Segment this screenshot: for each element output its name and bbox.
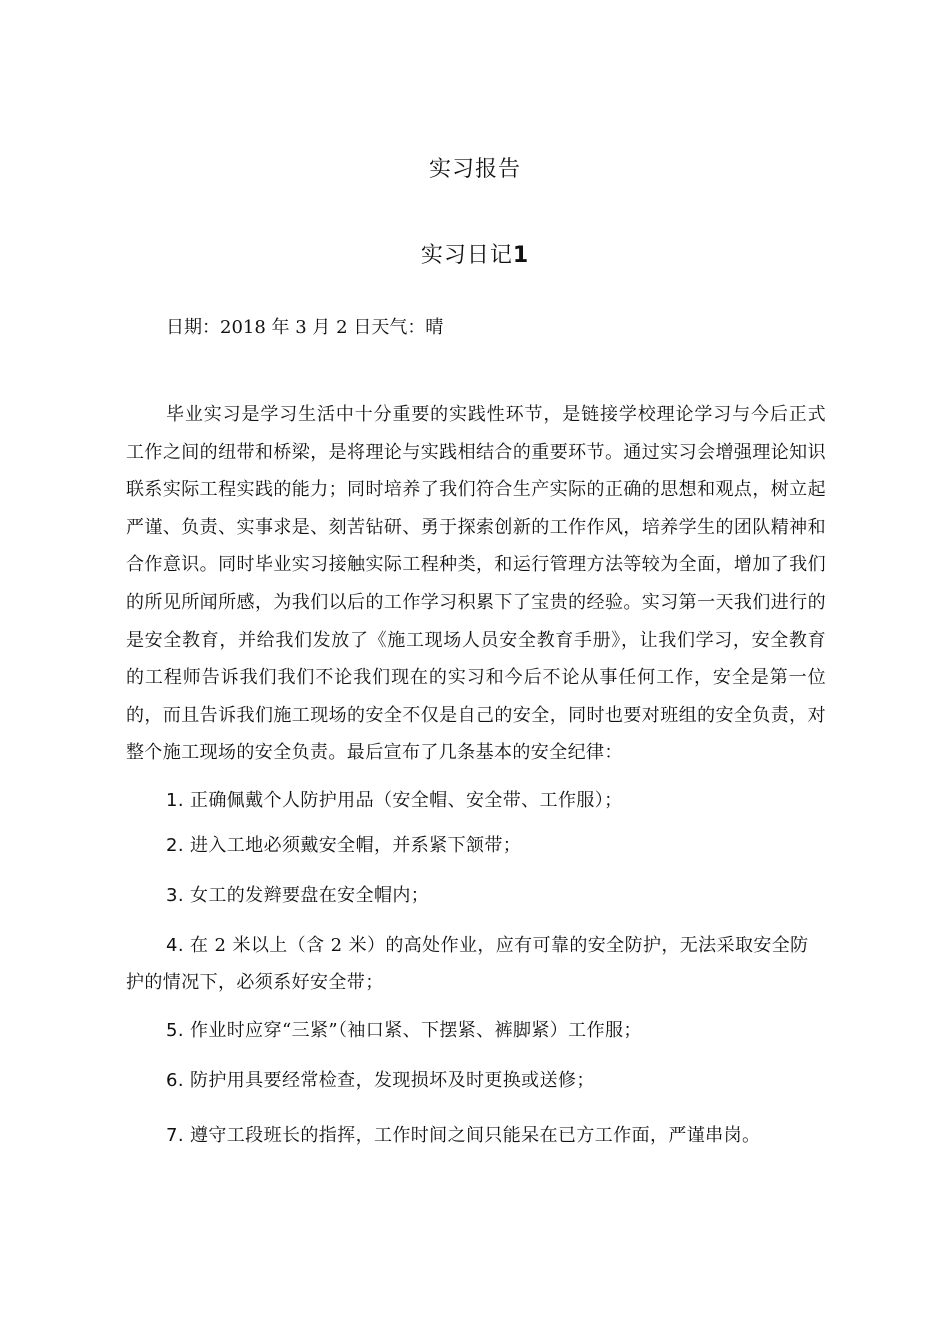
rule-number: 7. (166, 1125, 184, 1146)
safety-rule-item (126, 927, 826, 1001)
rule-text: 女工的发辫要盘在安全帽内； (189, 885, 430, 906)
rule-text: 正确佩戴个人防护用品（安全帽、安全带、工作服）； (189, 790, 623, 811)
rule-text: 遵守工段班长的指挥，工作时间之间只能呆在已方工作面，严谨串岗。 (189, 1125, 761, 1146)
rule-number: 4. (166, 935, 184, 956)
diary-title (0, 238, 950, 274)
date-weather-line: 日期：2018 年 3 月 2 日天气：晴 (166, 317, 444, 338)
rule-number: 2. (166, 835, 184, 856)
safety-rule-item (126, 1012, 826, 1049)
safety-rule-item (126, 877, 826, 914)
rule-number: 1. (166, 790, 184, 811)
safety-rule-item (126, 1062, 826, 1099)
diary-title-text: 实习日记 (420, 243, 513, 268)
body-paragraph: 毕业实习是学习生活中十分重要的实践性环节，是链接学校理论学习与今后正式工作之间的纽带和桥梁，是将理论与实践相结合的重要环节。通过实习会增强理论知识联系实际工程实践的能力；同时培养了我们符合生产实际的正确的思想和观点，树立起严谨、负责、实事求是、刻苦钻研、勇于探索创新的工作作风，培养学生的团队精神和合作意识。同时毕业实习接触实际工程种类，和运行管理方法等较为全面，增加了我们的所见所闻所感，为我们以后的工作学习积累下了宝贵的经验。实习第一天我们进行的是安全教育，并给我们发放了《施工现场人员安全教育手册》，让我们学习，安全教育的工程师告诉我们我们不论我们现在的实习和今后不论从事任何工作，安全是第一位的，而且告诉我们施工现场的安全不仅是自己的安全，同时也要对班组的安全负责，对整个施工现场的安全负责。最后宣布了几条基本的安全纪律： (126, 404, 826, 764)
rule-text: 防护用具要经常检查，发现损坏及时更换或送修； (189, 1070, 595, 1091)
rule-text: 作业时应穿“三紧”（袖口紧、下摆紧、裤脚紧）工作服； (189, 1020, 642, 1041)
document-title: 实习报告 (428, 157, 521, 182)
safety-rule-item (126, 827, 826, 864)
rule-text: 进入工地必须戴安全帽，并系紧下颔带； (189, 835, 522, 856)
rule-text: 在 2 米以上（含 2 米）的高处作业，应有可靠的安全防护，无法采取安全防护的情况下，必须系好安全带； (126, 935, 809, 993)
safety-rule-item (126, 782, 826, 819)
diary-number: 1 (512, 243, 530, 268)
rule-number: 3. (166, 885, 184, 906)
rule-number: 5. (166, 1020, 184, 1041)
rule-number: 6. (166, 1070, 184, 1091)
safety-rule-item (126, 1117, 826, 1154)
